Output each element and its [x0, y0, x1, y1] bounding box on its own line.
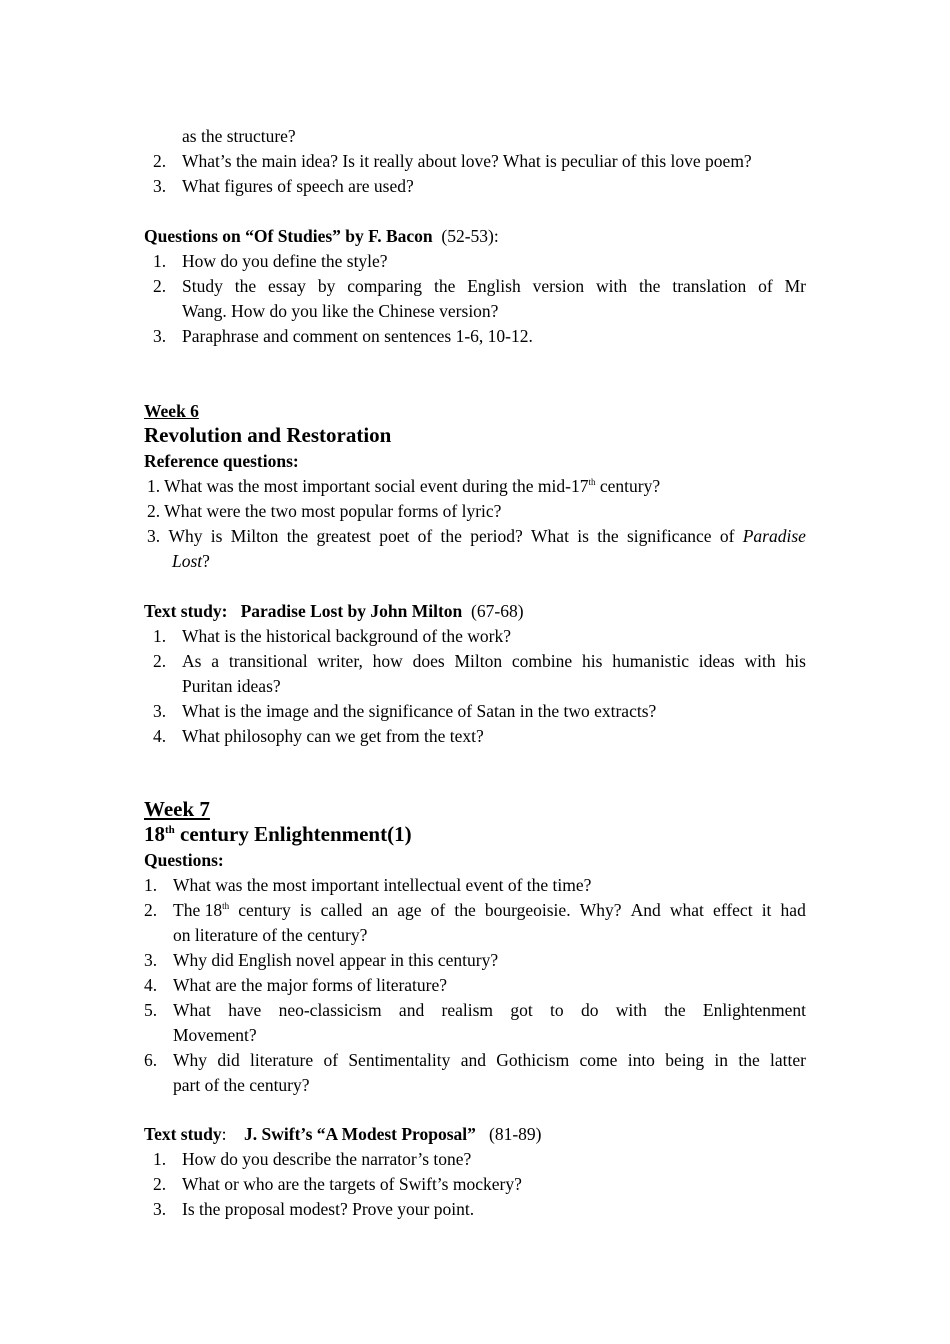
justified-text	[173, 898, 806, 923]
question-text: ?	[202, 551, 210, 571]
text-study-label: Text study	[144, 1124, 222, 1144]
word: period?	[470, 526, 523, 546]
page-range: (67-68)	[471, 601, 524, 621]
word: neo-classicism	[278, 1000, 382, 1020]
list-item-continuation: on literature of the century?	[173, 925, 368, 945]
word: Paradise	[742, 526, 806, 546]
reference-questions-heading: Reference questions:	[144, 451, 299, 471]
list-text: What’s the main idea? Is it really about love? What is peculiar of this love poem?	[182, 151, 752, 171]
word: of	[323, 1050, 339, 1070]
list-number: 2.	[153, 276, 167, 296]
word: and	[460, 1050, 486, 1070]
word: got	[510, 1000, 533, 1020]
list-text: How do you define the style?	[182, 251, 388, 271]
word: do	[580, 1000, 599, 1020]
list-text: What was the most important intellectual event of the time?	[173, 875, 592, 895]
word: bourgeoisie.	[484, 900, 571, 920]
list-number: 2.	[144, 900, 158, 920]
word: the	[597, 526, 619, 546]
word: the	[440, 526, 462, 546]
list-text: Paraphrase and comment on sentences 1-6, 10-12.	[182, 326, 533, 346]
word: significance	[626, 526, 712, 546]
justified-text	[182, 274, 806, 299]
title-text: 18	[144, 822, 165, 846]
word: the	[454, 900, 476, 920]
list-number: 3.	[153, 1199, 167, 1219]
reference-question-2: 2. What were the two most popular forms of lyric?	[147, 501, 502, 521]
list-number: 4.	[144, 975, 158, 995]
list-text: What is the historical background of the work?	[182, 626, 511, 646]
superscript: th	[165, 824, 175, 836]
word: literature	[250, 1050, 314, 1070]
text-study-title: J. Swift’s “A Modest Proposal”	[244, 1124, 476, 1144]
questions-heading: Questions:	[144, 850, 224, 870]
list-item-continuation: as the structure?	[182, 126, 296, 146]
word: what	[669, 900, 704, 920]
word: Why	[168, 526, 203, 546]
list-item-continuation: Puritan ideas?	[182, 676, 281, 696]
text-study-heading-milton	[144, 599, 806, 624]
word: century	[238, 900, 291, 920]
word: have	[228, 1000, 262, 1020]
list-text: What philosophy can we get from the text?	[182, 726, 484, 746]
word: is	[210, 526, 223, 546]
word: Enlightenment	[702, 1000, 806, 1020]
word: with	[744, 651, 776, 671]
list-number: 2.	[153, 651, 167, 671]
list-text: How do you describe the narrator’s tone?	[182, 1149, 472, 1169]
list-text: What figures of speech are used?	[182, 176, 414, 196]
list-text: What are the major forms of literature?	[173, 975, 448, 995]
word: ideas	[698, 651, 735, 671]
word: latter	[770, 1050, 806, 1070]
word: Mr	[784, 276, 806, 296]
word: his	[581, 651, 603, 671]
reference-question-3-continuation	[172, 549, 834, 574]
word: English	[467, 276, 521, 296]
week-7-label: Week 7	[144, 797, 210, 821]
week-6-title: Revolution and Restoration	[144, 423, 392, 447]
word: of	[758, 276, 773, 296]
list-text: Why did English novel appear in this century?	[173, 950, 499, 970]
week-6-label: Week 6	[144, 401, 199, 421]
list-number: 1.	[153, 1149, 167, 1169]
text-study-title: Paradise Lost by John Milton	[240, 601, 463, 621]
word: of	[417, 526, 433, 546]
word: What	[531, 526, 569, 546]
week-7-title	[144, 822, 806, 847]
justified-text	[182, 649, 806, 674]
word: does	[412, 651, 445, 671]
word: As	[182, 651, 202, 671]
list-number: 1.	[153, 251, 167, 271]
word: the	[234, 276, 257, 296]
list-number: 2.	[153, 1174, 167, 1194]
page-range: (52-53):	[441, 226, 499, 246]
list-number: 4.	[153, 726, 167, 746]
word: an	[371, 900, 389, 920]
word: And	[630, 900, 661, 920]
superscript: th	[588, 477, 596, 488]
justified-text	[173, 998, 806, 1023]
word: with	[615, 1000, 647, 1020]
list-text: What is the image and the significance of Satan in the two extracts?	[182, 701, 657, 721]
word: did	[217, 1050, 240, 1070]
word: essay	[268, 276, 306, 296]
text-study-label: Text study:	[144, 601, 228, 621]
question-text: century?	[595, 476, 661, 496]
word: come	[579, 1050, 618, 1070]
list-item-continuation: Movement?	[173, 1025, 257, 1045]
page-range: (81-89)	[489, 1124, 542, 1144]
word: by	[317, 276, 336, 296]
word: his	[785, 651, 806, 671]
justified-text	[173, 1048, 806, 1073]
heading-text: Questions on “Of Studies” by F. Bacon	[144, 226, 433, 246]
word: a	[211, 651, 220, 671]
word: to	[550, 1000, 564, 1020]
word: version	[532, 276, 585, 296]
list-number: 3.	[153, 701, 167, 721]
word: Why	[173, 1050, 208, 1070]
word: writer,	[317, 651, 363, 671]
list-item-continuation: part of the century?	[173, 1075, 310, 1095]
colon: :	[221, 1124, 227, 1144]
reference-question-1	[147, 474, 809, 499]
justified-text	[147, 524, 806, 549]
word: it	[761, 900, 772, 920]
word: being	[665, 1050, 705, 1070]
list-number: 2.	[153, 151, 167, 171]
word: What	[173, 1000, 211, 1020]
word: the	[433, 276, 456, 296]
word: is	[299, 900, 312, 920]
word: combine	[511, 651, 573, 671]
word: greatest	[316, 526, 371, 546]
word: is	[577, 526, 589, 546]
list-number: 5.	[144, 1000, 158, 1020]
list-number: 6.	[144, 1050, 158, 1070]
word: of	[430, 900, 446, 920]
list-number: 1.	[153, 626, 167, 646]
word: with	[596, 276, 628, 296]
word: humanistic	[612, 651, 689, 671]
list-number: 3.	[153, 326, 167, 346]
word: realism	[441, 1000, 494, 1020]
word: the	[286, 526, 309, 546]
word: translation	[672, 276, 747, 296]
word: 3.	[147, 526, 161, 546]
word: poet	[379, 526, 410, 546]
word: called	[320, 900, 363, 920]
italic-title: Lost	[172, 551, 203, 571]
word: the	[738, 1050, 760, 1070]
word: the	[664, 1000, 686, 1020]
word: and	[398, 1000, 425, 1020]
word: Gothicism	[496, 1050, 570, 1070]
word: had	[780, 900, 806, 920]
word: age	[397, 900, 422, 920]
list-text: Is the proposal modest? Prove your point.	[182, 1199, 475, 1219]
word: of	[719, 526, 735, 546]
word: in	[714, 1050, 729, 1070]
word: comparing	[347, 276, 423, 296]
word: into	[627, 1050, 655, 1070]
list-number: 3.	[144, 950, 158, 970]
word: The 18th	[173, 900, 230, 920]
list-item-continuation: Wang. How do you like the Chinese version?	[182, 301, 499, 321]
question-text: 1. What was the most important social event during the mid-17	[147, 476, 589, 496]
word: Why?	[579, 900, 622, 920]
word: Study	[182, 276, 223, 296]
text-study-heading-swift	[144, 1122, 806, 1147]
list-number: 1.	[144, 875, 158, 895]
word: the	[639, 276, 661, 296]
list-number: 3.	[153, 176, 167, 196]
section-heading-bacon	[144, 224, 806, 249]
list-text: What or who are the targets of Swift’s mockery?	[182, 1174, 522, 1194]
word: Sentimentality	[348, 1050, 451, 1070]
word: Milton	[230, 526, 279, 546]
word: Milton	[454, 651, 503, 671]
title-text: century Enlightenment(1)	[174, 822, 412, 846]
word: effect	[713, 900, 753, 920]
word: how	[372, 651, 403, 671]
word: transitional	[228, 651, 308, 671]
